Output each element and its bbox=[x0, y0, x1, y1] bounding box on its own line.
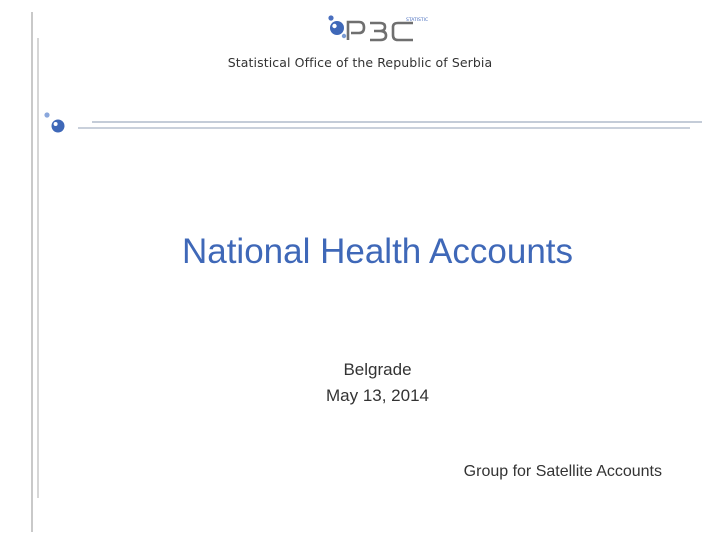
location-text: Belgrade bbox=[343, 360, 412, 379]
header-rule-top bbox=[92, 121, 702, 123]
group-name: Group for Satellite Accounts bbox=[463, 463, 662, 480]
header-rule-bottom bbox=[78, 127, 690, 129]
left-vertical-rule bbox=[31, 12, 33, 532]
organization-name: Statistical Office of the Republic of Serbia bbox=[227, 55, 493, 70]
svg-text:STATISTIC: STATISTIC bbox=[406, 18, 429, 23]
bullet-dots-icon bbox=[40, 108, 70, 138]
slide-title: National Health Accounts bbox=[181, 232, 574, 271]
date-text: May 13, 2014 bbox=[325, 386, 429, 405]
rzs-logo-icon bbox=[318, 14, 438, 46]
